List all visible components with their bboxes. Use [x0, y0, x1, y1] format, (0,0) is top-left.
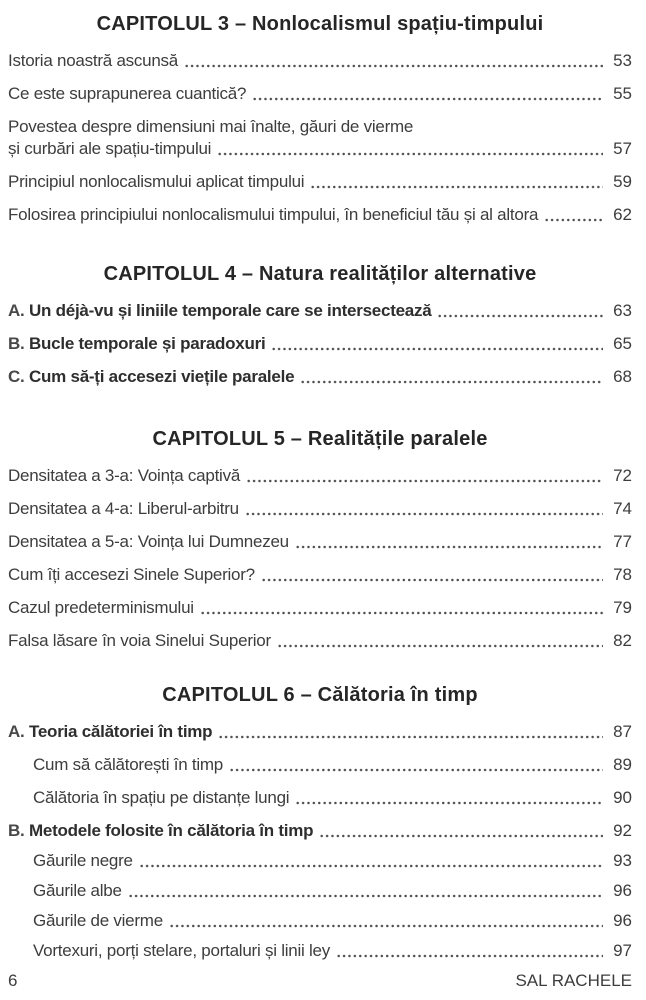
toc-entry-label: Vortexuri, porți stelare, portaluri și linii ley — [33, 941, 330, 960]
toc-entry-row — [8, 206, 632, 223]
toc-entry[interactable] — [8, 500, 632, 517]
dot-leader — [169, 924, 603, 928]
toc-entry-row — [8, 52, 632, 69]
toc-entry[interactable] — [8, 599, 632, 616]
toc-entry[interactable] — [8, 632, 632, 649]
dot-leader — [310, 185, 603, 189]
toc-entry[interactable] — [8, 912, 632, 929]
toc-entry-row — [33, 789, 632, 806]
toc-entry[interactable] — [8, 335, 632, 352]
toc-entry-row — [33, 882, 632, 899]
page-number: 82 — [613, 631, 632, 650]
dot-leader — [252, 97, 603, 101]
toc-entry-row — [33, 942, 632, 959]
page-number: 89 — [613, 755, 632, 774]
toc-entry-label: Folosirea principiului nonlocalismului timpului, în beneficiul tău și al altora — [8, 205, 539, 224]
footer-author-name: SAL RACHELE — [515, 971, 632, 990]
toc-entry-label: Cum să călătorești în timp — [33, 755, 224, 774]
toc-entry-label: C. Cum să-ți accesezi viețile paralele — [8, 367, 295, 386]
toc-entry[interactable] — [8, 302, 632, 319]
toc-entry[interactable] — [8, 85, 632, 102]
toc-entry-row — [8, 566, 632, 583]
page-number: 93 — [613, 851, 632, 870]
toc-entry-row — [8, 822, 632, 839]
toc-entry-label: Călătoria în spațiu pe distanțe lungi — [33, 788, 290, 807]
toc-section — [8, 262, 632, 385]
toc-entry-row — [8, 599, 632, 616]
toc-entry[interactable] — [8, 368, 632, 385]
chapter-title: CAPITOLUL 5 – Realitățile paralele — [152, 428, 488, 450]
dot-leader — [277, 644, 603, 648]
toc-entry[interactable] — [8, 942, 632, 959]
toc-entry-row — [8, 173, 632, 190]
toc-entry-label: Densitatea a 3-a: Voința captivă — [8, 466, 241, 485]
page-number: 59 — [613, 172, 632, 191]
dot-leader — [295, 801, 603, 805]
toc-entry[interactable] — [8, 852, 632, 869]
page-footer — [8, 972, 632, 990]
toc-entry-label: Cazul predeterminismului — [8, 598, 194, 617]
dot-leader — [437, 314, 603, 318]
toc-entry-label: Istoria noastră ascunsă — [8, 51, 179, 70]
toc-entry-row — [8, 632, 632, 649]
dot-leader — [544, 218, 603, 222]
page-number: 57 — [613, 139, 632, 158]
page-number: 63 — [613, 301, 632, 320]
toc-entry-label: Găurile albe — [33, 881, 122, 900]
footer-page-number: 6 — [8, 971, 18, 990]
chapter-title: CAPITOLUL 4 – Natura realităților alternative — [103, 263, 537, 285]
toc-sections — [8, 12, 632, 959]
page-number: 97 — [613, 941, 632, 960]
dot-leader — [139, 864, 603, 868]
toc-entry-row — [8, 723, 632, 740]
toc-entry[interactable] — [8, 173, 632, 190]
toc-entry-label: B. Bucle temporale și paradoxuri — [8, 334, 266, 353]
toc-entry-label: Densitatea a 4-a: Liberul-arbitru — [8, 499, 239, 518]
entry-letter-prefix: B. — [8, 334, 29, 353]
page-number: 68 — [613, 367, 632, 386]
toc-entry-label: Găurile de vierme — [33, 911, 163, 930]
toc-entry-line1: Povestea despre dimensiuni mai înalte, găuri de vierme — [8, 117, 414, 136]
page-number: 74 — [613, 499, 632, 518]
toc-entry-label: și curbări ale spațiu-timpului — [8, 139, 212, 158]
toc-entry-row — [8, 140, 632, 157]
page-number: 90 — [613, 788, 632, 807]
toc-entry-label: Principiul nonlocalismului aplicat timpului — [8, 172, 305, 191]
dot-leader — [217, 152, 603, 156]
page-number: 62 — [613, 205, 632, 224]
dot-leader — [200, 611, 603, 615]
page-number: 55 — [613, 84, 632, 103]
page-number: 65 — [613, 334, 632, 353]
page-number: 77 — [613, 532, 632, 551]
dot-leader — [271, 347, 603, 351]
page-number: 87 — [613, 722, 632, 741]
toc-entry[interactable] — [8, 533, 632, 550]
toc-entry-label: Cum îți accesezi Sinele Superior? — [8, 565, 255, 584]
chapter-title: CAPITOLUL 6 – Călătoria în timp — [162, 684, 478, 706]
toc-entry[interactable] — [8, 467, 632, 484]
dot-leader — [218, 735, 603, 739]
toc-section — [8, 427, 632, 649]
dot-leader — [319, 834, 603, 838]
toc-entry[interactable] — [8, 882, 632, 899]
toc-entry[interactable] — [8, 822, 632, 839]
toc-entry-label: B. Metodele folosite în călătoria în timp — [8, 821, 314, 840]
toc-entry[interactable] — [8, 789, 632, 806]
dot-leader — [128, 894, 603, 898]
toc-entry-label: Găurile negre — [33, 851, 133, 870]
dot-leader — [245, 512, 603, 516]
toc-entry-row — [33, 756, 632, 773]
page-number: 92 — [613, 821, 632, 840]
page-number: 72 — [613, 466, 632, 485]
toc-entry-label: A. Un déjà-vu și liniile temporale care se intersectează — [8, 301, 432, 320]
dot-leader — [261, 578, 603, 582]
toc-entry-row — [8, 467, 632, 484]
page-number: 78 — [613, 565, 632, 584]
page-number: 96 — [613, 911, 632, 930]
dot-leader — [300, 380, 603, 384]
chapter-title: CAPITOLUL 3 – Nonlocalismul spațiu-timpului — [96, 13, 544, 35]
dot-leader — [246, 479, 603, 483]
toc-entry-row — [8, 368, 632, 385]
dot-leader — [229, 768, 603, 772]
toc-entry-row — [8, 335, 632, 352]
toc-entry[interactable] — [8, 756, 632, 773]
dot-leader — [295, 545, 603, 549]
toc-entry-row — [8, 533, 632, 550]
toc-section — [8, 12, 632, 223]
toc-entry-label: Falsa lăsare în voia Sinelui Superior — [8, 631, 271, 650]
entry-letter-prefix: A. — [8, 722, 29, 741]
entry-letter-prefix: B. — [8, 821, 29, 840]
entry-letter-prefix: C. — [8, 367, 29, 386]
toc-entry[interactable] — [8, 118, 632, 157]
toc-entry-row — [8, 302, 632, 319]
toc-entry[interactable] — [8, 723, 632, 740]
toc-entry-label: A. Teoria călătoriei în timp — [8, 722, 213, 741]
toc-entry-row — [8, 85, 632, 102]
dot-leader — [336, 954, 603, 958]
toc-entry-row — [8, 500, 632, 517]
toc-entry-row — [33, 852, 632, 869]
toc-entry-label: Densitatea a 5-a: Voința lui Dumnezeu — [8, 532, 289, 551]
dot-leader — [184, 64, 603, 68]
toc-entry[interactable] — [8, 566, 632, 583]
toc-section — [8, 683, 632, 959]
page-number: 79 — [613, 598, 632, 617]
entry-letter-prefix: A. — [8, 301, 29, 320]
page-number: 96 — [613, 881, 632, 900]
toc-entry-label: Ce este suprapunerea cuantică? — [8, 84, 247, 103]
toc-entry-row — [33, 912, 632, 929]
toc-entry[interactable] — [8, 52, 632, 69]
toc-entry[interactable] — [8, 206, 632, 223]
page-number: 53 — [613, 51, 632, 70]
